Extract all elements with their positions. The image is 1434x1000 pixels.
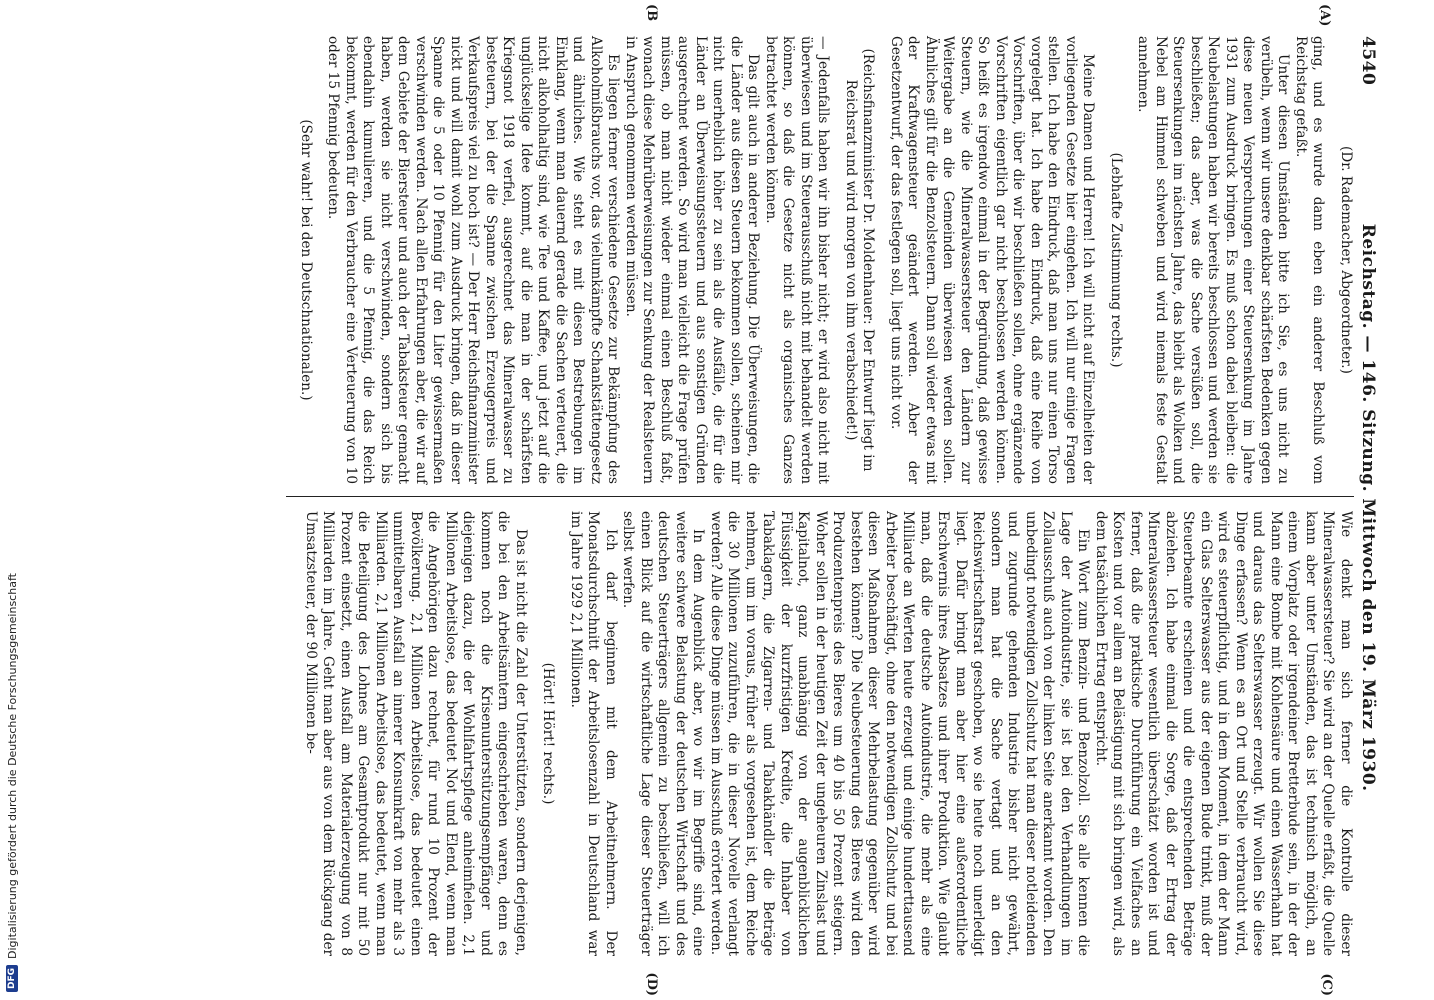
right-column — [287, 496, 1355, 956]
paragraph: Es liegen ferner verschiedene Gesetze zur Bekämpfung des Alkoholmißbrauchs vor, das vielumkämpfte Schankstättengesetz und ähnliches. Wie steht es mit diesen Bestrebungen im Einklang, wenn man dauernd gerade die Sachen verteuert, die nicht alkoholhaltig sind, wie Tee und Kaffee, und jetzt auf die unglückselige Idee kommt, auf die man in der schärfsten Kriegsnot 1918 verfiel, ausgerechnet das Mineralwasser zu besteuern, bei der die Spanne zwischen Erzeugerpreis und Verkaufspreis viel zu hoch ist? — Der Herr Reichsfinanzminister nickt und will damit wohl zum Ausdruck bringen, daß in dieser Spanne die 5 oder 10 Pfennig für den Liter gewissermaßen verschwinden werden. Nach allen Erfahrungen aber, die wir auf dem Gebiete der Biersteuer und auch der Tabaksteuer gemacht haben, werden sie nicht verschwinden, sondern sich bis ebendahin kumulieren, und die 5 Pfennig, die das Reich bekommt, werden für den Verbraucher eine Verteuerung von 10 oder 15 Pfennig bedeuten. — [325, 36, 622, 484]
paragraph: Meine Damen und Herren! Ich will nicht auf Einzelheiten der vorliegenden Gesetze hier eingehen. Ich will nur einige Fragen stellen. Ich habe den Eindruck, daß man uns nur einen Torso vorgelegt hat. Ich habe den Eindruck, daß eine Reihe von Vorschriften, über die wir beschließen sollen, ohne ergänzende Vorschriften eigentlich gar nicht beschlossen werden können. So heißt es irgendwo einmal in der Begründung, daß gewisse Steuern, wie die Mineralwassersteuer den Ländern zur Weitergabe an die Gemeinden überwiesen werden sollen. Ähnliches gilt für die Benzolsteuern. Dann soll wieder etwas mit der Kraftwagensteuer geändert werden. Aber der Gesetzentwurf, der das festlegen soll, liegt uns nicht vor. — [888, 36, 1097, 484]
digitization-footer — [0, 0, 24, 1000]
paragraph: Unter diesen Umständen bitte ich Sie, es uns nicht zu verübeln, wenn wir unsere denkbar schärfsten Bedenken gegen diese neuen Versprechungen einer Steuersenkung im Jahre 1931 zum Ausdruck bringen. Es muß schon dabei bleiben: die Neubelastungen haben wir bereits beschlossen und werden sie beschließen; das aber, was die Sache versüßen soll, die Steuersenkungen im nächsten Jahre, das bleibt als Wolken und Nebel am Himmel schweben und wird niemals feste Gestalt annehmen. — [1135, 36, 1292, 484]
margin-marker-d: (D) — [644, 972, 659, 996]
interjection: (Reichsfinanzminister Dr. Moldenhauer: Der Entwurf liegt im Reichsrat und wird morgen von ihm verabschiedet!) — [843, 48, 877, 472]
interjection: (Hört! Hört! rechts.) — [540, 662, 557, 805]
margin-marker-b: (B — [644, 4, 659, 22]
paragraph: Wie denkt man sich ferner die Kontrolle dieser Mineralwassersteuer? Sie wird an der Quelle erfaßt, die Quelle kann aber unter Umständen, das ist technisch möglich, an einem Vorplatz oder irgendeiner Bretterbude sein, in der der Mann eine Bombe mit Kohlensäure und einen Wasserhahn hat und daraus das Selterswasser erzeugt. Wir wollen Sie diese Dinge erfassen? Wenn es an Ort und Stelle verbraucht wird, wird es steuerpflichtig, und in dem Moment, in dem der Mann ein Glas Selterswasser aus der eigenen Bude trinkt, muß der Steuerbeamte erscheinen und die entsprechenden Beträge abziehen. Ich habe einmal die Sorge, daß der Ertrag der Mineralwassersteuer wesentlich überschätzt worden ist und ferner, daß die praktische Durchführung ein Vielfaches an Kosten und vor allem an Belästigung mit sich bringen wird, als dem tatsächlichen Ertrag entspricht. — [1093, 511, 1354, 956]
paragraph: Das gilt auch in anderer Beziehung. Die Überweisungen, die die Länder aus diesen Steuern bekommen sollen, scheinen mir nicht unerheblich höher zu sein als die Ausfälle, die für die Länder an Überweisungssteuern und aus sonstigen Gründen ausgerechnet werden. So wird man vielleicht die Frage prüfen müssen, ob man nicht wieder einmal einen Beschluß faßt, wonach diese Mehrüberweisungen zur Senkung der Realsteuern in Anspruch genommen werden müssen. — [623, 36, 762, 484]
page-header — [1354, 36, 1378, 970]
paragraph: Das ist nicht die Zahl der Unterstützten, sondern derjenigen, die bei den Arbeitsämtern eingeschrieben waren, denn es kommen noch die Krisenunterstützungsempfänger und diejenigen dazu, die der Wohlfahrtspflege anheimfielen. 2,1 Millionen Arbeitslose, das bedeutet Not und Elend, wenn man die Angehörigen dazu rechnet, für rund 10 Prozent der Bevölkerung. 2,1 Millionen Arbeitslose, das bedeutet einen unmittelbaren Ausfall an innerer Konsumkraft von mehr als 3 Milliarden. 2,1 Millionen Arbeitslose, das bedeutet, wenn man die Beteiligung des Lohnes am Gesamtprodukt nur mit 50 Prozent einsetzt, einen Ausfall am Materialerzeugung von 8 Milliarden im Jahre. Geht man aber aus von dem Rückgang der Umsatzsteuer, der 90 Millionen be- — [303, 511, 529, 956]
left-column — [287, 36, 1355, 496]
interjection: (Lebhafte Zustimmung rechts.) — [1108, 152, 1124, 368]
page-title: Reichstag. — 146. Sitzung. Mittwoch den 19. März 1930. — [1358, 223, 1378, 792]
paragraph: Ein Wort zum Benzin- und Benzolzoll. Sie alle kennen die Lage der Autoindustrie, sie ist bei den Verhandlungen im Zollausschuß auch von der linken Seite anerkannt worden. Den unbedingt notwendigen Zollschutz hat man dieser notleidenden und zugrunde gehenden Industrie bisher nicht gewährt, sondern man hat die Sache vertagt und an den Reichswirtschaftsrat geschoben, wo sie heute noch unerledigt liegt. Dafür bringt man aber hier eine außerordentliche Erschwernis ihres Absatzes und ihrer Produktion. Wie glaubt man, daß die deutsche Autoindustrie, die mehr als eine Milliarde an Werten heute erzeugt und einige hunderttausend Arbeiter beschäftigt, ohne den notwendigen Zollschutz und bei diesen Maßnahmen dieser Mehrbelastung gegenüber wird bestehen können? Die Neubesteuerung des Bieres wird den Produzentenpreis des Bieres um 40 bis 50 Prozent steigern. Woher sollen in der heutigen Zeit der ungeheuren Zinslast und Kapitalnot, ganz unabhängig von der augenblicklichen Flüssigkeit der kurzfristigen Kredite, die Inhaber von Tabaklagern, die Zigarren- und Tabakhändler die Beträge nehmen, um im voraus, früher als vorgesehen ist, dem Reiche die 30 Millionen zuzuführen, die in dieser Novelle verlangt werden? Alle diese Dinge müssen im Ausschuß erörtert werden. — [708, 511, 1092, 956]
dfg-logo: DFG — [6, 965, 18, 992]
margin-marker-c: (C) — [1319, 973, 1334, 996]
interjection: (Sehr wahr! bei den Deutschnationalen.) — [298, 119, 314, 401]
paragraph: — Jedenfalls haben wir ihn bisher nicht; er wird also nicht mit überwiesen und im Steuerausschuß nicht mit behandelt werden können, so daß die Gesetze nicht als organisches Ganzes betrachtet werden können. — [763, 36, 832, 484]
paragraph: ging, und es wurde dann eben ein anderer Beschluß vom Reichstag gefaßt. — [1293, 36, 1327, 484]
margin-marker-a: (A) — [1317, 4, 1332, 27]
paragraph: Ich darf beginnen mit dem Arbeitnehmern. Der Monatsdurchschnitt der Arbeitslosenzahl in Deutschland war im Jahre 1929 2,1 Millionen. — [568, 511, 619, 956]
text-columns — [287, 4, 1355, 996]
paragraph: In dem Augenblick aber, wo wir im Begriffe sind, eine weitere schwere Belastung der deutschen Wirtschaft und des deutschen Steuerträgers allgemein zu beschließen, will ich einen Blick auf die wirtschaftliche Lage dieser Steuerträger selbst werfen. — [620, 511, 707, 956]
speaker-line: (Dr. Rademacher, Abgeordneter.) — [1338, 146, 1354, 374]
footer-text: Digitalisierung gefördert durch die Deutsche Forschungsgemeinschaft — [5, 573, 19, 959]
page-number: 4540 — [1358, 36, 1378, 86]
